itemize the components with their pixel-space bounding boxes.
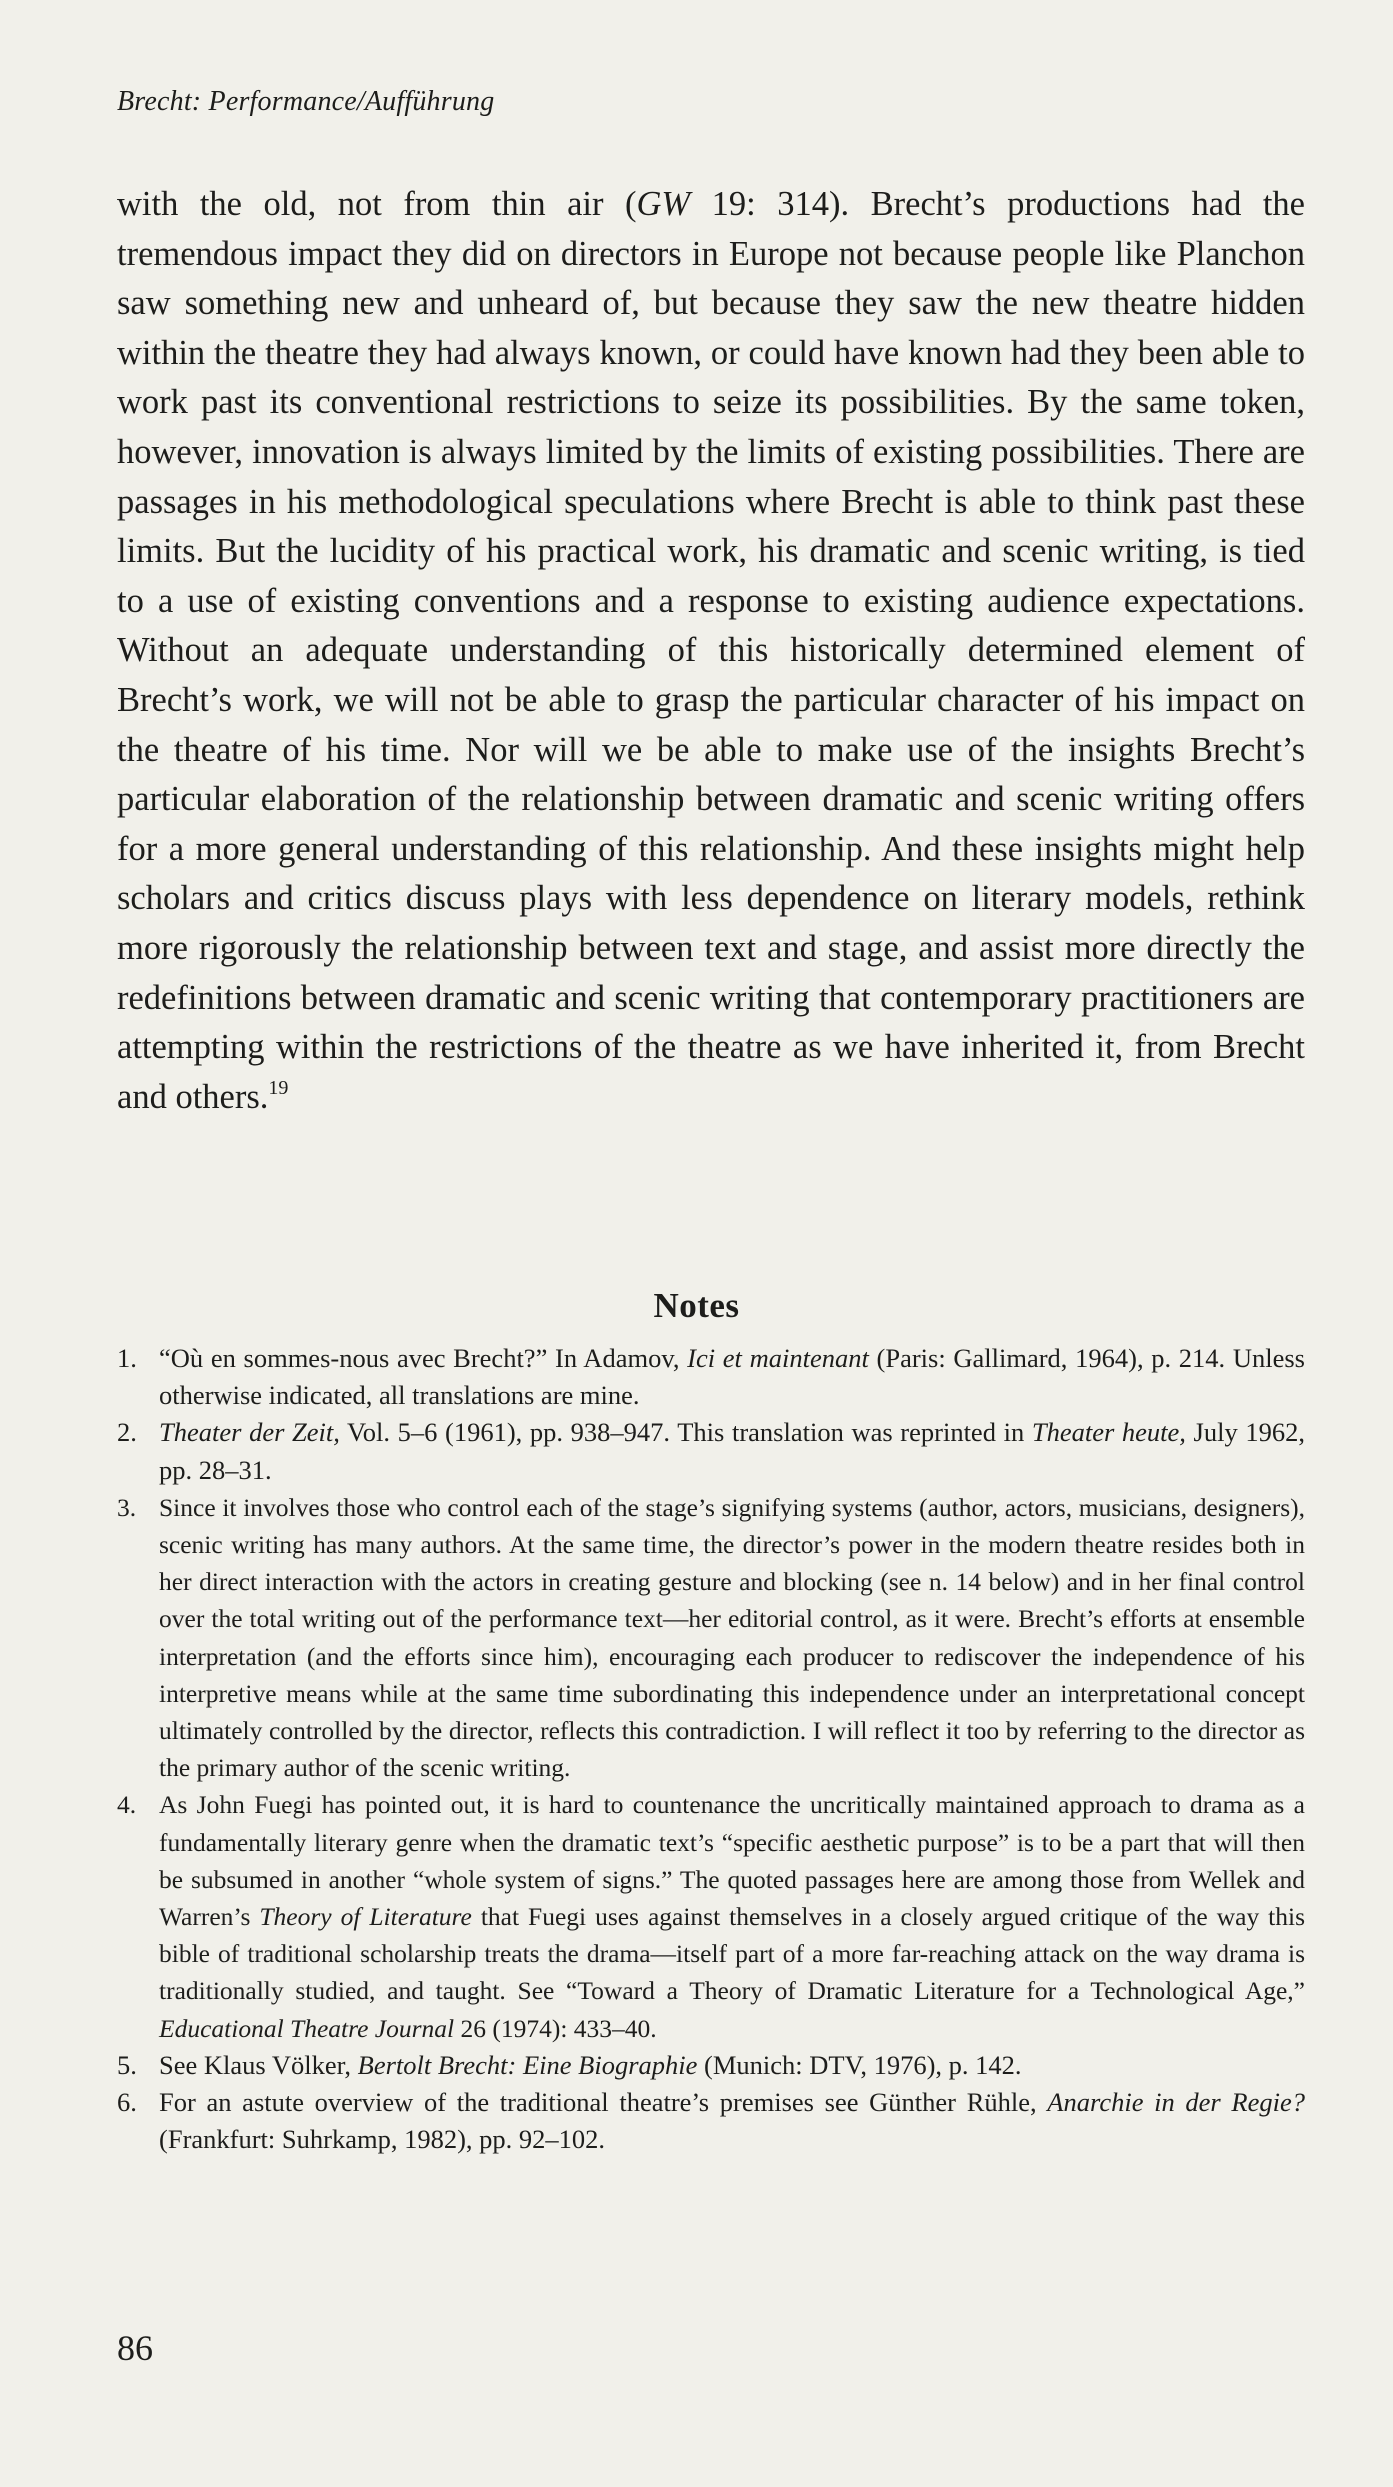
note-text: Vol. 5–6 (1961), pp. 938–947. This translation was reprinted in <box>339 1417 1032 1448</box>
note-item <box>117 1414 1305 1488</box>
note-number: 1. <box>117 1343 137 1373</box>
note-number: 5. <box>117 2049 137 2080</box>
note-title: Theory of Literature <box>259 1902 472 1932</box>
note-number: 3. <box>117 1492 137 1522</box>
note-text: that Fuegi uses against themselves in a closely argued critique of the way this bible of traditional scholarship treats the drama—itself part of a more far-reaching attack on the way drama is traditionally studied, and taught. See “Toward a Theory of Dramatic Literature for a Technological Age,” <box>159 1902 1305 2006</box>
note-text: (Frankfurt: Suhrkamp, 1982), pp. 92–102. <box>159 2124 606 2155</box>
note-item <box>117 2084 1305 2158</box>
note-item <box>117 2047 1305 2084</box>
note-text: Since it involves those who control each of the stage’s signifying systems (author, actors, musicians, designers), scenic writing has many authors. At the same time, the director’s power in the modern theatre resides both in her direct interaction with the actors in creating gesture and blocking (see n. 14 below) and in her final control over the total writing out of the performance text—her editorial control, as it were. Brecht’s efforts at ensemble interpretation (and the efforts since him), encouraging each producer to rediscover the independence of his interpretive means while at the same time subordinating this independence under an interpretational concept ultimately controlled by the director, reflects this contradiction. I will reflect it too by referring to the director as the primary author of the scenic writing. <box>159 1492 1305 1783</box>
page-number: 86 <box>117 2328 153 2368</box>
note-item <box>117 1786 1305 2046</box>
footnote-ref: 19 <box>268 1076 289 1099</box>
running-head: Brecht: Performance/Aufführung <box>117 86 495 117</box>
note-title: Bertolt Brecht: Eine Biographie <box>357 2049 698 2080</box>
note-item <box>117 1340 1305 1414</box>
note-text: “Où en sommes-nous avec Brecht?” In Adamov, <box>159 1343 688 1373</box>
note-text: July 1962, pp. 28–31. <box>159 1417 1305 1485</box>
note-text: For an astute overview of the traditional theatre’s premises see Günther Rühle, <box>159 2087 1048 2118</box>
note-text: (Munich: DTV, 1976), p. 142. <box>697 2049 1022 2080</box>
note-text: (Paris: Gallimard, 1964), p. 214. Unless otherwise indicated, all translations are mine. <box>159 1343 1305 1411</box>
body-text-gw-abbrev: GW <box>636 185 691 223</box>
note-title: Ici et maintenant <box>687 1343 869 1373</box>
notes-heading: Notes <box>653 1286 740 1325</box>
body-paragraph <box>117 180 1305 1122</box>
body-text-part-1: with the old, not from thin air ( <box>117 185 637 223</box>
note-item <box>117 1489 1305 1787</box>
note-number: 2. <box>117 1417 137 1448</box>
note-number: 6. <box>117 2087 137 2118</box>
note-text: As John Fuegi has pointed out, it is hard to countenance the uncritically maintained approach to drama as a fundamentally literary genre when the dramatic text’s “specific aesthetic purpose” is to be a part that will then be subsumed in another “whole system of signs.” The quoted passages here are among those from Wellek and Warren’s <box>159 1790 1305 1932</box>
note-number: 4. <box>117 1790 137 1820</box>
note-title: Anarchie in der Regie? <box>1047 2087 1305 2118</box>
note-text: See Klaus Völker, <box>159 2049 358 2080</box>
body-text-part-2: 19: 314). Brecht’s productions had the tremendous impact they did on directors in Europe not because people like Planchon saw something new and unheard of, but because they saw the new theatre hidden within the theatre they had always known, or could have known had they been able to work past its conventional restrictions to seize its possibilities. By the same token, however, innovation is always limited by the limits of existing possibilities. There are passages in his methodological speculations where Brecht is able to think past these limits. But the lucidity of his practical work, his dramatic and scenic writing, is tied to a use of existing conventions and a response to existing audience expectations. Without an adequate understanding of this historically determined element of Brecht’s work, we will not be able to grasp the particular character of his impact on the theatre of his time. Nor will we be able to make use of the insights Brecht’s particular elaboration of the relationship between dramatic and scenic writing offers for a more general understanding of this relationship. And these insights might help scholars and critics discuss plays with less dependence on literary models, rethink more rigorously the relationship between text and stage, and assist more directly the redefinitions between dramatic and scenic writing that contemporary practitioners are attempting within the restrictions of the theatre as we have inherited it, from Brecht and others. <box>117 185 1305 1116</box>
notes-list <box>117 1340 1305 2158</box>
note-title: Educational Theatre Journal <box>159 2013 455 2043</box>
note-title: Theater der Zeit, <box>159 1417 340 1448</box>
note-title: Theater heute, <box>1031 1417 1186 1448</box>
note-text: 26 (1974): 433–40. <box>454 2013 657 2043</box>
